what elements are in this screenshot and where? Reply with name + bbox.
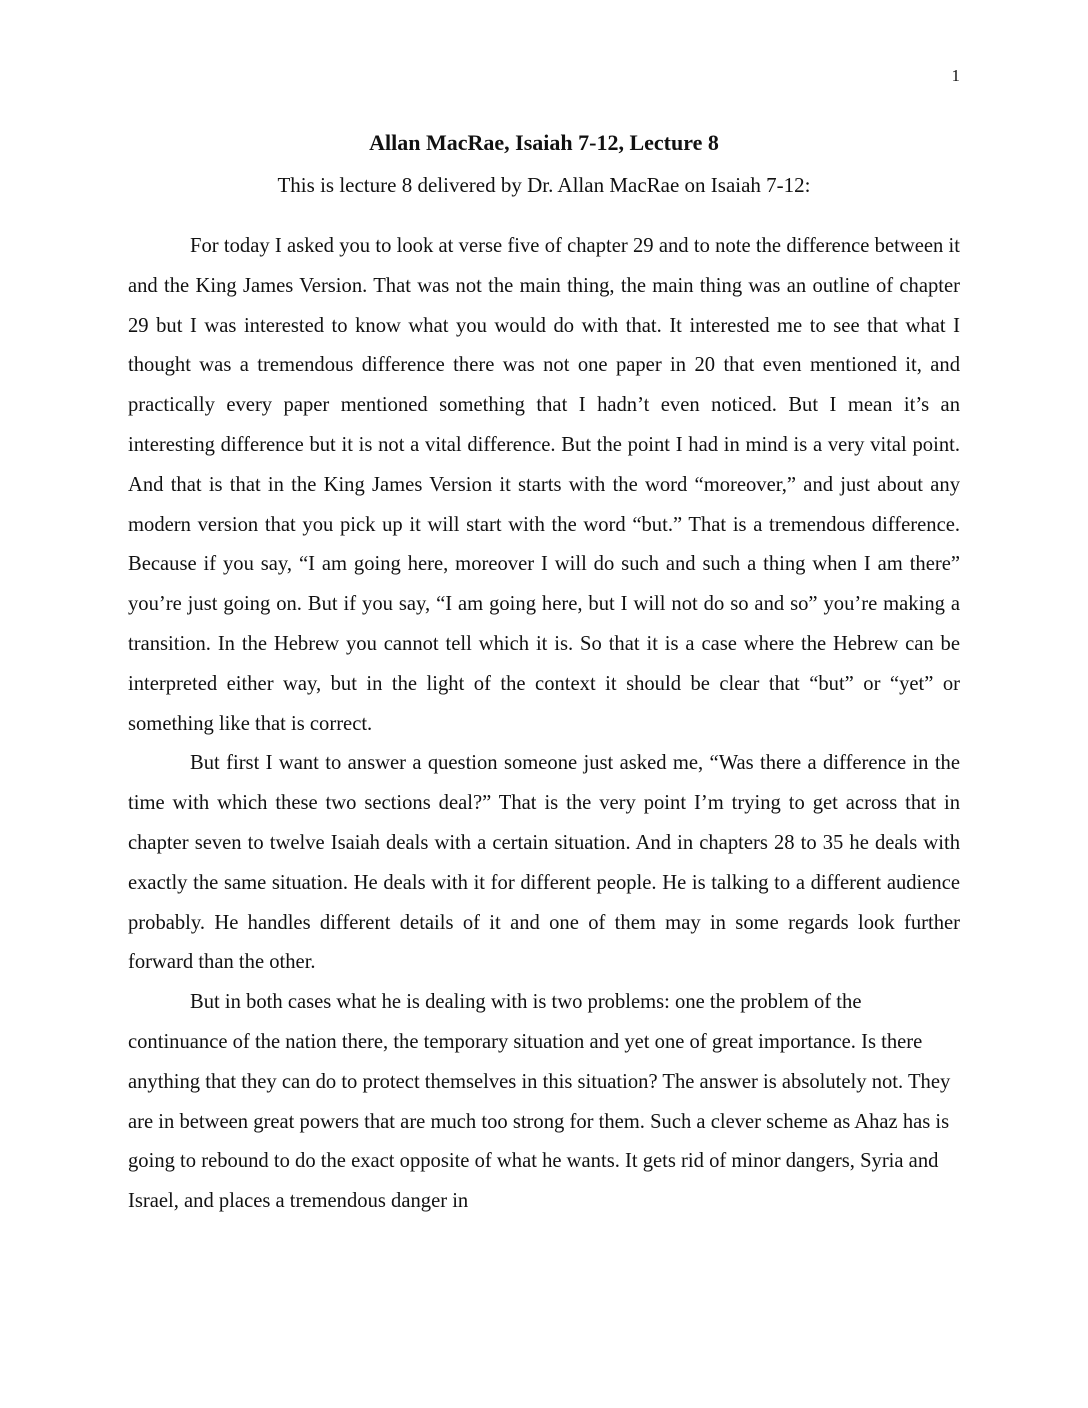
document-title: Allan MacRae, Isaiah 7-12, Lecture 8 <box>369 130 719 155</box>
page-number: 1 <box>951 66 960 85</box>
paragraph-2: But first I want to answer a question someone just asked me, “Was there a difference in the time with which these two sections deal?” That is the very point I’m trying to get across that in chapter seven to twelve Isaiah deals with a certain situation. And in chapters 28 to 35 he deals with exactly the same situation. He deals with it for different people. He is talking to a different audience probably. He handles different details of it and one of them may in some regards look further forward than the other. <box>128 752 960 974</box>
body-text <box>128 227 960 1222</box>
document-subtitle: This is lecture 8 delivered by Dr. Allan MacRae on Isaiah 7-12: <box>277 173 811 197</box>
paragraph-1: For today I asked you to look at verse five of chapter 29 and to note the difference between it and the King James Version. That was not the main thing, the main thing was an outline of chapter 29 but I was interested to know what you would do with that. It interested me to see that what I thought was a tremendous difference there was not one paper in 20 that even mentioned it, and practically every paper mentioned something that I hadn’t even noticed. But I mean it’s an interesting difference but it is not a vital difference. But the point I had in mind is a very vital point. And that is that in the King James Version it starts with the word “moreover,” and just about any modern version that you pick up it will start with the word “but.” That is a tremendous difference. Because if you say, “I am going here, moreover I will do such and such a thing when I am there” you’re just going on. But if you say, “I am going here, but I will not do so and so” you’re making a transition. In the Hebrew you cannot tell which it is. So that it is a case where the Hebrew can be interpreted either way, but in the light of the context it should be clear that “but” or “yet” or something like that is correct. <box>128 235 960 735</box>
paragraph-3: But in both cases what he is dealing with is two problems: one the problem of the continuance of the nation there, the temporary situation and yet one of great importance. Is there anything that they can do to protect themselves in this situation? The answer is absolutely not. They are in between great powers that are much too strong for them. Such a clever scheme as Ahaz has is going to rebound to do the exact opposite of what he wants. It gets rid of minor dangers, Syria and Israel, and places a tremendous danger in <box>128 991 951 1213</box>
